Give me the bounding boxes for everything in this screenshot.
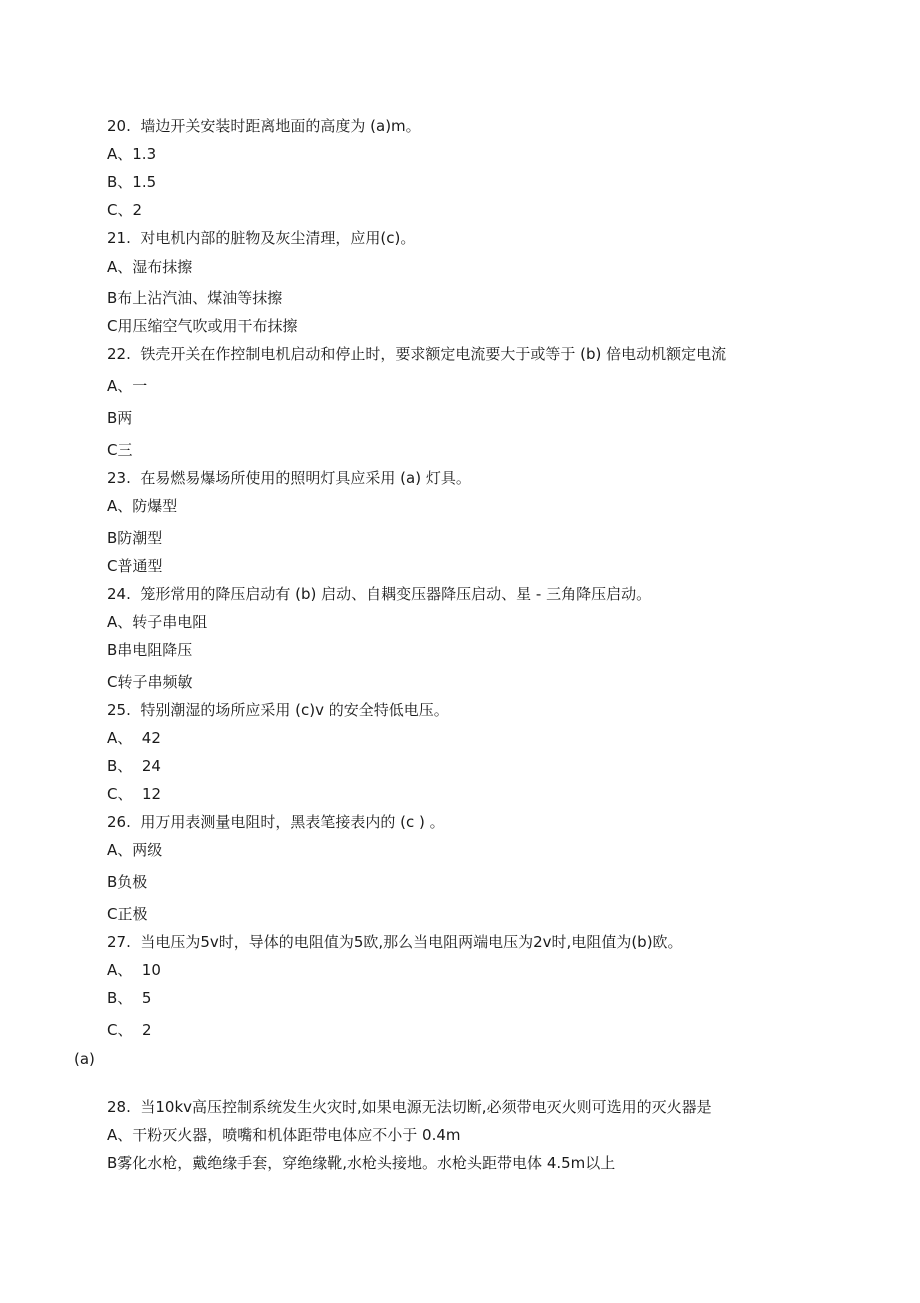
option-c: C三	[107, 441, 133, 459]
option-a: A、转子串电阻	[107, 613, 208, 631]
question-27: 27. 当电压为5v时，导体的电阻值为5欧,那么当电阻两端电压为2v时,电阻值为(b)欧。	[107, 933, 683, 951]
question-26: 26. 用万用表测量电阻时，黑表笔接表内的 (c ) 。	[107, 813, 445, 831]
question-28: 28. 当10kv高压控制系统发生火灾时,如果电源无法切断,必须带电灭火则可选用的灭火器是	[107, 1098, 712, 1116]
option-a: A、两级	[107, 841, 163, 859]
option-b: B负极	[107, 873, 148, 891]
option-c: C正极	[107, 905, 148, 923]
option-a: A、防爆型	[107, 497, 178, 515]
option-b: B、1.5	[107, 173, 157, 191]
option-b: B雾化水枪，戴绝缘手套，穿绝缘靴,水枪头接地。水枪头距带电体 4.5m以上	[107, 1154, 616, 1172]
question-25: 25. 特别潮湿的场所应采用 (c)v 的安全特低电压。	[107, 701, 449, 719]
option-a: A、 42	[107, 729, 161, 747]
option-c: C转子串频敏	[107, 673, 193, 691]
question-21: 21. 对电机内部的脏物及灰尘清理，应用(c)。	[107, 229, 416, 247]
option-b: B、 5	[107, 989, 152, 1007]
question-24: 24. 笼形常用的降压启动有 (b) 启动、自耦变压器降压启动、星 - 三角降压启动。	[107, 585, 652, 603]
option-b: B两	[107, 409, 133, 427]
question-23: 23. 在易燃易爆场所使用的照明灯具应采用 (a) 灯具。	[107, 469, 471, 487]
option-b: B、 24	[107, 757, 161, 775]
option-b: B布上沾汽油、煤油等抹擦	[107, 289, 283, 307]
answer-marker: (a)	[74, 1050, 95, 1068]
option-a: A、一	[107, 377, 148, 395]
option-a: A、 10	[107, 961, 161, 979]
option-b: B防潮型	[107, 529, 163, 547]
option-c: C、 12	[107, 785, 162, 803]
option-a: A、1.3	[107, 145, 157, 163]
option-a: A、湿布抹擦	[107, 258, 193, 276]
option-b: B串电阻降压	[107, 641, 193, 659]
question-20: 20. 墙边开关安装时距离地面的高度为 (a)m。	[107, 117, 421, 135]
option-c: C、2	[107, 201, 143, 219]
option-a: A、干粉灭火器，喷嘴和机体距带电体应不小于 0.4m	[107, 1126, 461, 1144]
option-c: C普通型	[107, 557, 163, 575]
option-c: C、 2	[107, 1021, 152, 1039]
question-22: 22. 铁壳开关在作控制电机启动和停止时，要求额定电流要大于或等于 (b) 倍电动机额定电流	[107, 345, 727, 363]
option-c: C用压缩空气吹或用干布抹擦	[107, 317, 298, 335]
